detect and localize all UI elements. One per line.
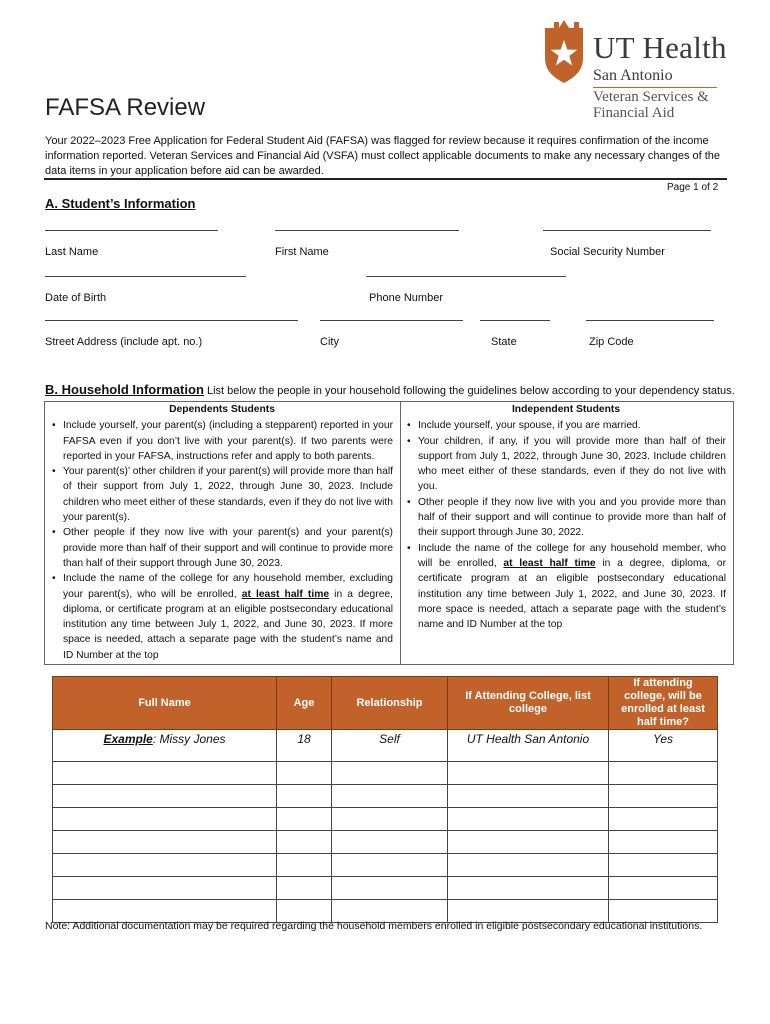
relationship-cell[interactable]	[332, 808, 448, 831]
intro-divider	[44, 178, 727, 180]
ssn-label: Social Security Number	[550, 246, 665, 258]
table-row	[53, 854, 718, 877]
dependent-item-1: • Include yourself, your parent(s) (including a stepparent) reported in your FAFSA even if you don’t live with your parent(s). If two parents were reported in your FAFSA, instructions refer and apply to both parents.	[63, 418, 393, 464]
college-cell[interactable]	[448, 877, 609, 900]
example-age: 18	[277, 730, 332, 762]
zip-code-label: Zip Code	[589, 336, 634, 348]
table-row	[53, 785, 718, 808]
dependent-item-4-start: Include the name of the college for any household member, excluding your parent(s), who will be enrolled,	[63, 573, 393, 600]
relationship-cell[interactable]	[332, 785, 448, 808]
ut-shield-star-icon	[543, 20, 585, 84]
documentation-note: Note: Additional documentation may be required regarding the household members enrolled in eligible postsecondary educational institutions.	[45, 920, 703, 932]
example-half-time: Yes	[609, 730, 718, 762]
independent-guidelines	[406, 402, 726, 632]
header-half-time: If attending college, will be enrolled at least half time?	[609, 677, 718, 730]
page-number: Page 1 of 2	[667, 182, 719, 193]
phone-label: Phone Number	[369, 292, 443, 304]
logo-department-text	[593, 89, 709, 121]
first-name-field[interactable]	[275, 230, 459, 231]
logo-department-line-2: Financial Aid	[593, 105, 675, 121]
independent-item-4	[418, 541, 726, 633]
college-cell[interactable]	[448, 785, 609, 808]
ssn-field[interactable]	[543, 230, 711, 231]
independent-item-4-start: Include the name of the college for any household member, who will be enrolled,	[418, 542, 726, 569]
independent-half-time-emphasis: at least half time	[503, 557, 596, 569]
example-label: Example	[103, 732, 153, 746]
header-relationship: Relationship	[332, 677, 448, 730]
age-cell[interactable]	[277, 831, 332, 854]
relationship-cell[interactable]	[332, 762, 448, 785]
phone-field[interactable]	[366, 276, 566, 277]
half-time-cell[interactable]	[609, 831, 718, 854]
ut-health-logo	[543, 18, 733, 123]
independent-item-4-end: in a degree, diploma, or certificate program at an eligible postsecondary educational institution any time between July 1, 2022, and June 30, 2023. If more space is needed, attach a separate page with the student’s name and ID Number at the top	[418, 557, 726, 631]
dependent-item-4	[63, 571, 393, 663]
college-cell[interactable]	[448, 854, 609, 877]
independent-heading: Independent Students	[511, 404, 621, 415]
state-field[interactable]	[480, 320, 550, 321]
dob-label: Date of Birth	[45, 292, 107, 304]
dependent-item-4-end: in a degree, diploma, or certificate program at an eligible postsecondary educational institution any time between July 1, 2022, and June 30, 2023. If more space is needed, attach a separate page with the student’s name and ID Number at the top	[63, 588, 394, 661]
table-row	[53, 877, 718, 900]
table-row	[53, 831, 718, 854]
table-row	[53, 762, 718, 785]
page-title: FAFSA Review	[45, 94, 206, 121]
street-address-label: Street Address (include apt. no.)	[45, 336, 203, 348]
street-address-field[interactable]	[45, 320, 298, 321]
logo-ut-health-text: UT Health	[593, 30, 727, 65]
full-name-cell[interactable]	[53, 762, 277, 785]
full-name-cell[interactable]	[53, 785, 277, 808]
zip-code-field[interactable]	[586, 320, 714, 321]
logo-divider	[593, 87, 717, 88]
dependent-item-3: • Other people if they now live with your parent(s) and your parent(s) provide more than half of their support and will continue to provide more than half of their support through June 30, 2023.	[63, 525, 393, 571]
household-heading: B. Household Information	[45, 382, 204, 397]
independent-item-1: • Include yourself, your spouse, if you are married.	[418, 418, 726, 433]
relationship-cell[interactable]	[332, 854, 448, 877]
college-cell[interactable]	[448, 808, 609, 831]
independent-item-2: • Your children, if any, if you will provide more than half of their support from July 1, 2022, through June 30, 2023. Include children who meet either of these standards, even if they do not live with you.	[418, 434, 726, 495]
dependency-guidelines-box	[44, 401, 734, 665]
example-relationship: Self	[332, 730, 448, 762]
city-field[interactable]	[320, 320, 463, 321]
header-full-name: Full Name	[53, 677, 277, 730]
age-cell[interactable]	[277, 785, 332, 808]
full-name-cell[interactable]	[53, 808, 277, 831]
household-heading-line	[45, 382, 735, 397]
household-instruction: List below the people in your household following the guidelines below according to your dependency status.	[203, 385, 735, 397]
example-college: UT Health San Antonio	[448, 730, 609, 762]
guidelines-column-divider	[400, 402, 401, 664]
dob-field[interactable]	[45, 276, 246, 277]
last-name-label: Last Name	[45, 246, 99, 258]
half-time-cell[interactable]	[609, 785, 718, 808]
half-time-cell[interactable]	[609, 762, 718, 785]
full-name-cell[interactable]	[53, 854, 277, 877]
age-cell[interactable]	[277, 877, 332, 900]
logo-campus-text: San Antonio	[593, 67, 673, 84]
half-time-cell[interactable]	[609, 877, 718, 900]
example-full-name	[53, 730, 277, 762]
independent-list	[406, 418, 726, 632]
table-row	[53, 808, 718, 831]
household-members-table	[52, 676, 718, 923]
independent-item-3: • Other people if they now live with you and you provide more than half of their support and will continue to provide more than half of their support through June 30, 2022.	[418, 495, 726, 541]
dependent-list	[51, 418, 393, 663]
dependent-guidelines	[51, 402, 393, 663]
dependent-heading: Dependents Students	[169, 404, 275, 415]
age-cell[interactable]	[277, 808, 332, 831]
college-cell[interactable]	[448, 762, 609, 785]
full-name-cell[interactable]	[53, 877, 277, 900]
example-name: : Missy Jones	[152, 732, 226, 746]
half-time-cell[interactable]	[609, 854, 718, 877]
example-row	[53, 730, 718, 762]
relationship-cell[interactable]	[332, 877, 448, 900]
student-info-heading: A. Student’s Information	[45, 196, 196, 211]
logo-department-line-1: Veteran Services &	[593, 89, 709, 105]
intro-paragraph: Your 2022–2023 Free Application for Federal Student Aid (FAFSA) was flagged for review because it requires confirmation of the income information reported. Veteran Services and Financial Aid (VSFA) must collect applicable documents to make any necessary changes of the data items in your application before aid can be awarded.	[45, 135, 721, 177]
half-time-cell[interactable]	[609, 808, 718, 831]
age-cell[interactable]	[277, 854, 332, 877]
dependent-item-2: • Your parent(s)’ other children if your parent(s) will provide more than half of their support from July 1, 2022, through June 30, 2023. Include children who meet either of these standards, even if they do not live with your parent(s).	[63, 464, 393, 525]
full-name-cell[interactable]	[53, 831, 277, 854]
relationship-cell[interactable]	[332, 831, 448, 854]
first-name-label: First Name	[275, 246, 329, 258]
header-age: Age	[277, 677, 332, 730]
table-header-row	[53, 677, 718, 730]
last-name-field[interactable]	[45, 230, 218, 231]
header-college: If Attending College, list college	[448, 677, 609, 730]
dependent-half-time-emphasis: at least half time	[241, 588, 330, 600]
age-cell[interactable]	[277, 762, 332, 785]
city-label: City	[320, 336, 339, 348]
state-label: State	[491, 336, 517, 348]
college-cell[interactable]	[448, 831, 609, 854]
